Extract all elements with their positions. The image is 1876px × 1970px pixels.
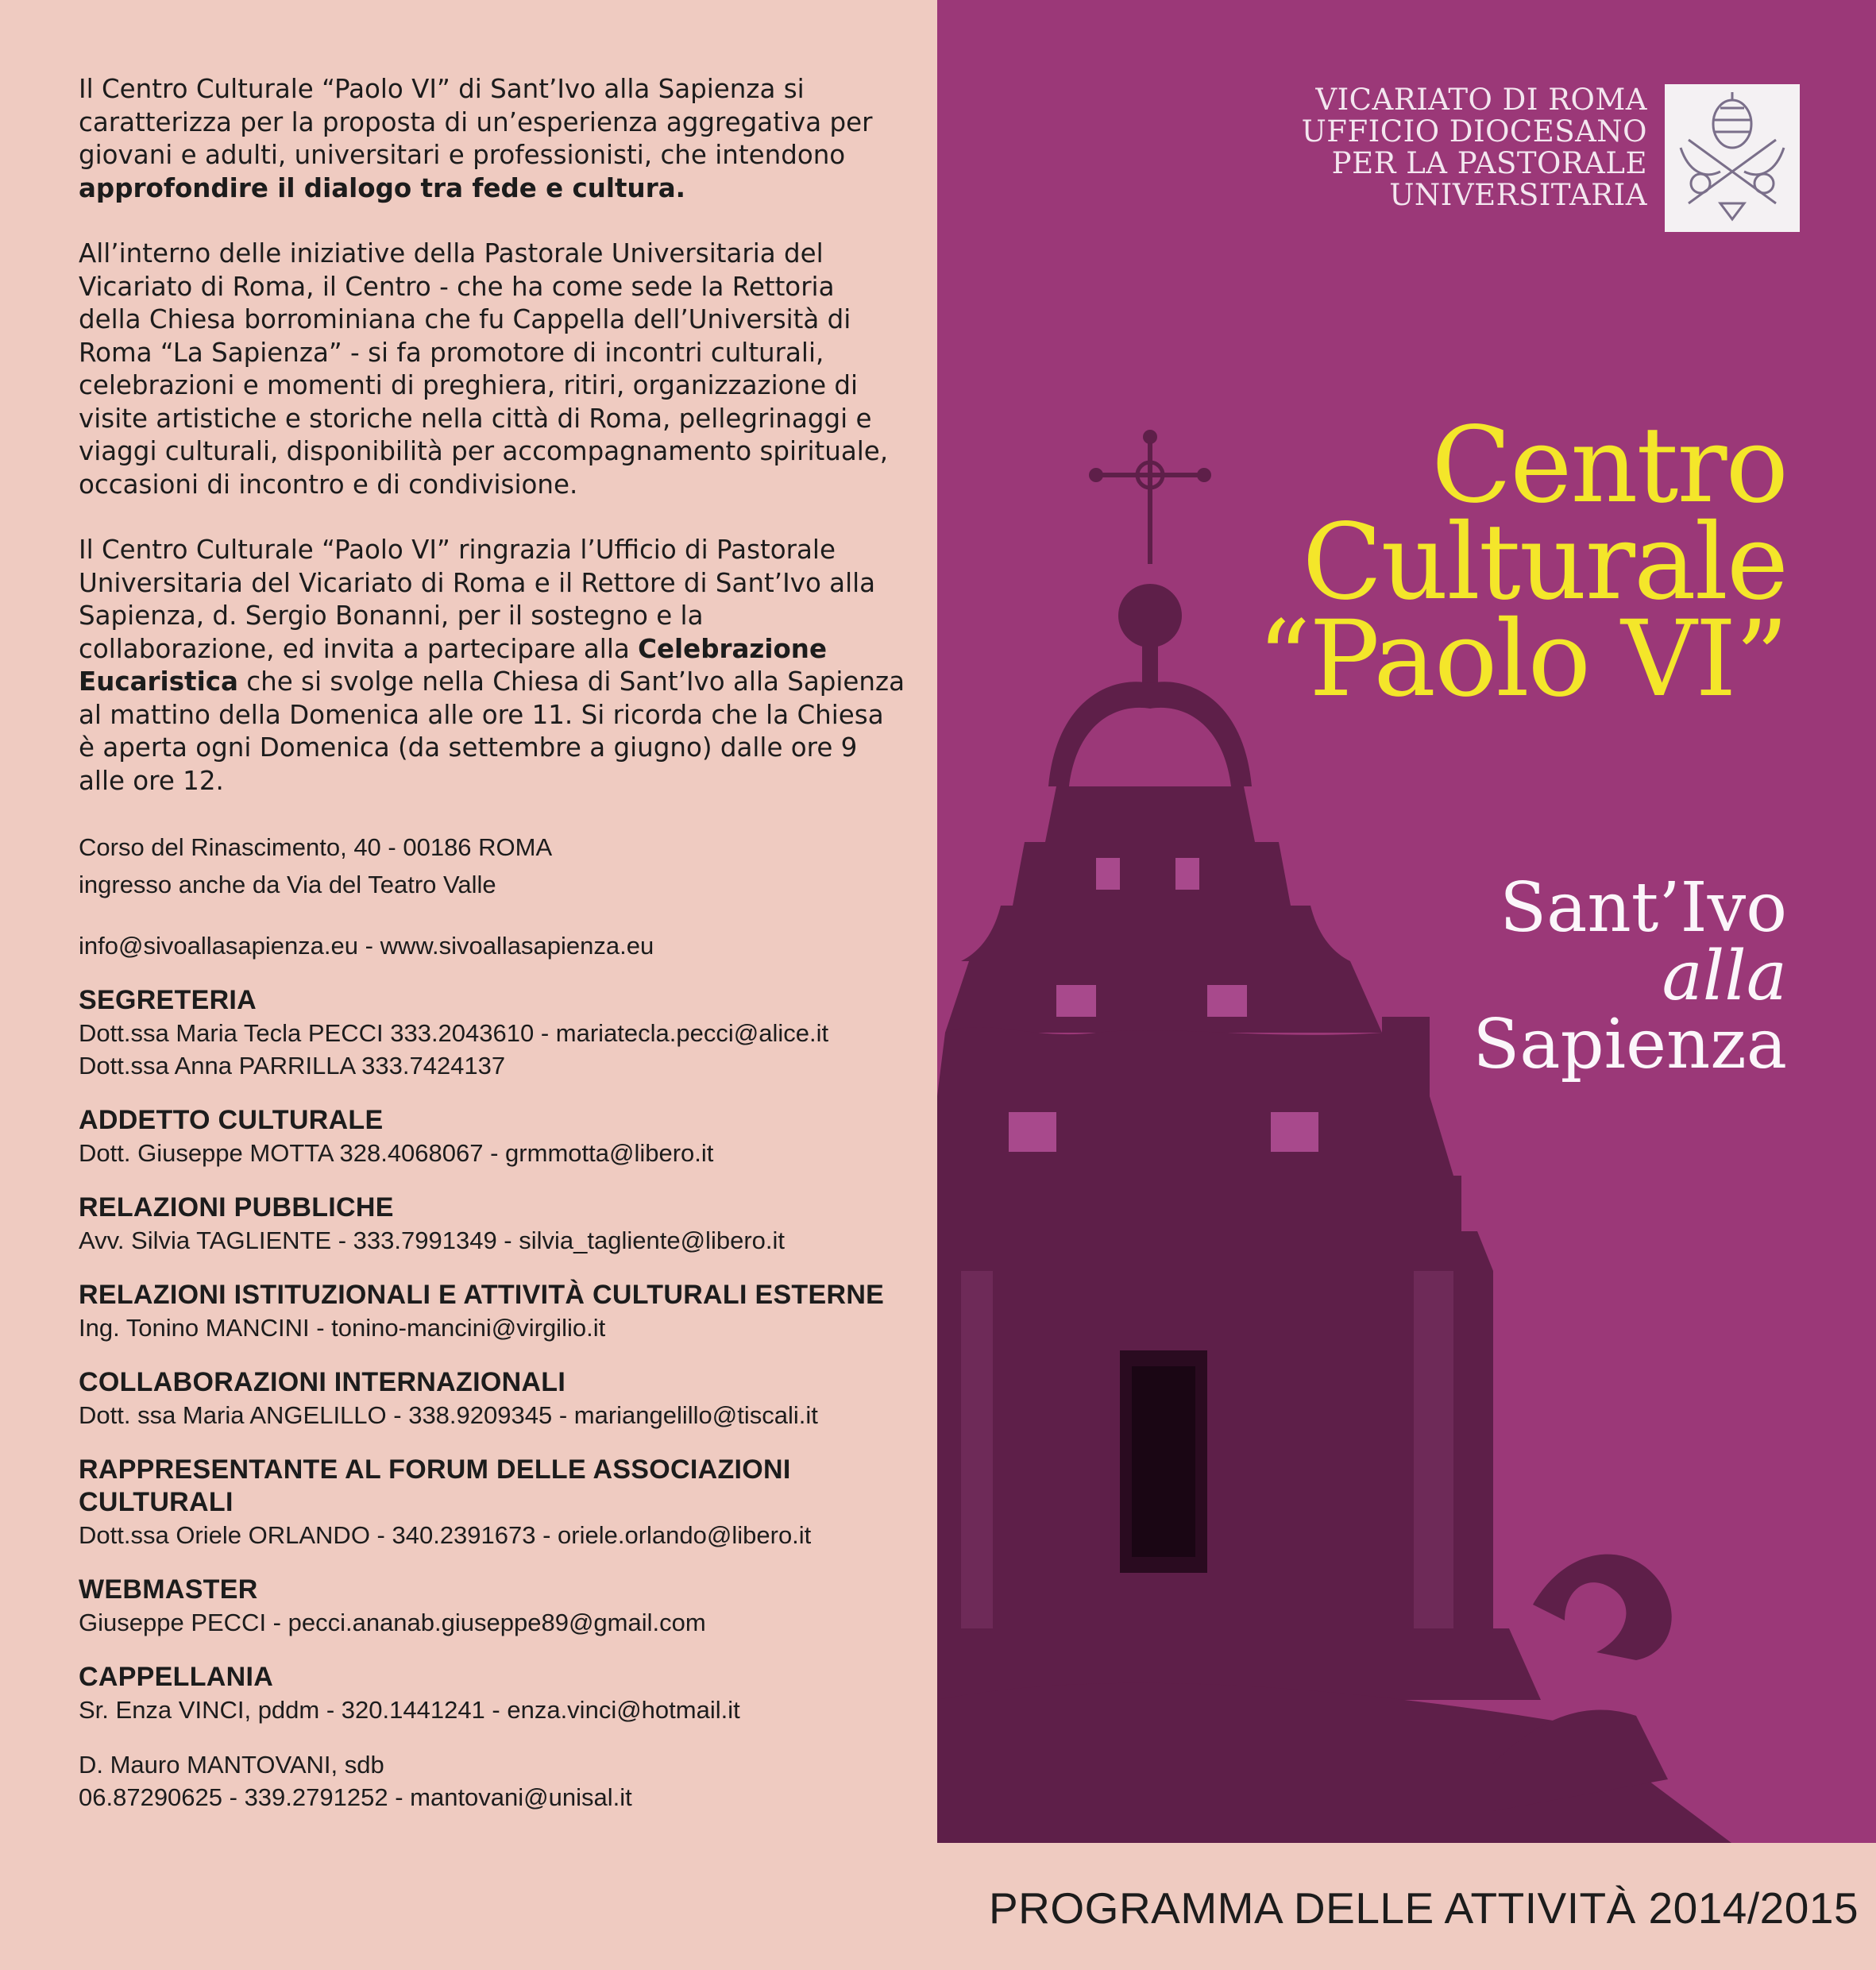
title-line-1: Centro bbox=[1431, 404, 1787, 527]
address-line-2: ingresso anche da Via del Teatro Valle bbox=[79, 871, 496, 898]
section-title: RELAZIONI PUBBLICHE bbox=[79, 1192, 394, 1223]
section-title: COLLABORAZIONI INTERNAZIONALI bbox=[79, 1367, 566, 1397]
vicariato-line-3: PER LA PASTORALE bbox=[1331, 146, 1647, 180]
address bbox=[79, 831, 921, 906]
contact-line[interactable]: Giuseppe PECCI - pecci.ananab.giuseppe89@gmail.com bbox=[79, 1609, 706, 1636]
contact-line[interactable]: Dott.ssa Oriele ORLANDO - 340.2391673 - oriele.orlando@libero.it bbox=[79, 1521, 812, 1549]
contact-section bbox=[79, 1748, 921, 1814]
contact-section bbox=[79, 984, 921, 1082]
contact-section bbox=[79, 1192, 921, 1257]
papal-emblem-icon bbox=[1665, 84, 1800, 232]
section-title: RELAZIONI ISTITUZIONALI E ATTIVITÀ CULTURALI ESTERNE bbox=[79, 1280, 885, 1310]
intro-paragraph-2: All’interno delle iniziative della Pastorale Universitaria del Vicariato di Roma, il Centro - che ha come sede la Rettoria della Chiesa borrominiana che fu Cappella dell’Università di Roma “La Sapienza” - si fa promotore di incontri culturali, celebrazioni e momenti di preghiera, ritiri, organizzazione di visite artistiche e storiche nella città di Roma, pellegrinaggi e viaggi culturali, disponibilità per accompagnamento spirituale, occasioni di incontro e di condivisione. bbox=[79, 238, 889, 500]
left-panel bbox=[0, 0, 937, 1970]
contact-line[interactable]: Dott.ssa Anna PARRILLA 333.7424137 bbox=[79, 1052, 506, 1080]
intro-p3-bold: Celebrazione Eucaristica bbox=[79, 633, 827, 697]
main-title bbox=[1256, 404, 1787, 720]
intro-text bbox=[79, 73, 905, 830]
intro-p1-bold: approfondire il dialogo tra fede e cultura. bbox=[79, 172, 686, 203]
contact-section bbox=[79, 1279, 921, 1344]
subtitle bbox=[1473, 868, 1787, 1084]
vicariato-line-2: UFFICIO DIOCESANO bbox=[1301, 114, 1647, 149]
title-line-2: Culturale bbox=[1302, 501, 1787, 624]
contact-sections bbox=[79, 984, 921, 1814]
title-line-3: “Paolo VI” bbox=[1256, 598, 1787, 720]
vicariato-line-4: UNIVERSITARIA bbox=[1389, 178, 1647, 212]
subtitle-line-3: Sapienza bbox=[1473, 1005, 1787, 1084]
contact-section bbox=[79, 1104, 921, 1169]
contact-line[interactable]: Dott. ssa Maria ANGELILLO - 338.9209345 - mariangelillo@tiscali.it bbox=[79, 1401, 818, 1429]
intro-paragraph-3 bbox=[79, 534, 905, 798]
address-line-1: Corso del Rinascimento, 40 - 00186 ROMA bbox=[79, 833, 553, 861]
section-title: WEBMASTER bbox=[79, 1574, 258, 1605]
section-title: ADDETTO CULTURALE bbox=[79, 1105, 384, 1135]
intro-paragraph-1 bbox=[79, 73, 905, 205]
cover-panel bbox=[937, 0, 1876, 1843]
contact-section bbox=[79, 1574, 921, 1639]
section-title: CAPPELLANIA bbox=[79, 1662, 274, 1692]
contact-line[interactable]: Dott.ssa Maria Tecla PECCI 333.2043610 - mariatecla.pecci@alice.it bbox=[79, 1019, 829, 1047]
section-title: RAPPRESENTANTE AL FORUM DELLE ASSOCIAZIONI CULTURALI bbox=[79, 1454, 791, 1517]
intro-p3-text-a: Il Centro Culturale “Paolo VI” ringrazia l’Ufficio di Pastorale Universitaria del Vicariato di Roma e il Rettore di Sant’Ivo alla Sapienza, d. Sergio Bonanni, per il sostegno e la collaborazione, ed invita a partecipare alla bbox=[79, 535, 876, 664]
contacts-block bbox=[79, 831, 921, 1836]
contact-section bbox=[79, 1366, 921, 1431]
subtitle-line-2: alla bbox=[1662, 937, 1787, 1016]
contact-line[interactable]: Ing. Tonino MANCINI - tonino-mancini@virgilio.it bbox=[79, 1314, 606, 1342]
vicariato-line-1: VICARIATO DI ROMA bbox=[1315, 83, 1647, 117]
section-title: SEGRETERIA bbox=[79, 985, 257, 1015]
intro-p3-text-c: che si svolge nella Chiesa di Sant’Ivo alla Sapienza al mattino della Domenica alle ore 11. Si ricorda che la Chiesa è aperta ogni Domenica (da settembre a giugno) dalle ore 9 alle ore 12. bbox=[79, 666, 905, 796]
web-contacts[interactable]: info@sivoallasapienza.eu - www.sivoallasapienza.eu bbox=[79, 932, 654, 960]
contact-line[interactable]: Sr. Enza VINCI, pddm - 320.1441241 - enza.vinci@hotmail.it bbox=[79, 1696, 740, 1724]
contact-line[interactable]: Dott. Giuseppe MOTTA 328.4068067 - grmmotta@libero.it bbox=[79, 1139, 714, 1167]
contact-line[interactable]: Avv. Silvia TAGLIENTE - 333.7991349 - silvia_tagliente@libero.it bbox=[79, 1226, 785, 1254]
contact-line[interactable]: 06.87290625 - 339.2791252 - mantovani@unisal.it bbox=[79, 1783, 632, 1811]
programma-title: PROGRAMMA DELLE ATTIVITÀ 2014/2015 bbox=[989, 1883, 1859, 1933]
contact-section bbox=[79, 1454, 921, 1551]
contact-line[interactable]: D. Mauro MANTOVANI, sdb bbox=[79, 1751, 384, 1779]
contact-section bbox=[79, 1661, 921, 1726]
vicariato-header bbox=[1302, 84, 1647, 211]
subtitle-line-1: Sant’Ivo bbox=[1500, 868, 1787, 948]
intro-p1-text: Il Centro Culturale “Paolo VI” di Sant’Ivo alla Sapienza si caratterizza per la proposta di un’esperienza aggregativa per giovani e adulti, universitari e professionisti, che intendono bbox=[79, 74, 873, 170]
